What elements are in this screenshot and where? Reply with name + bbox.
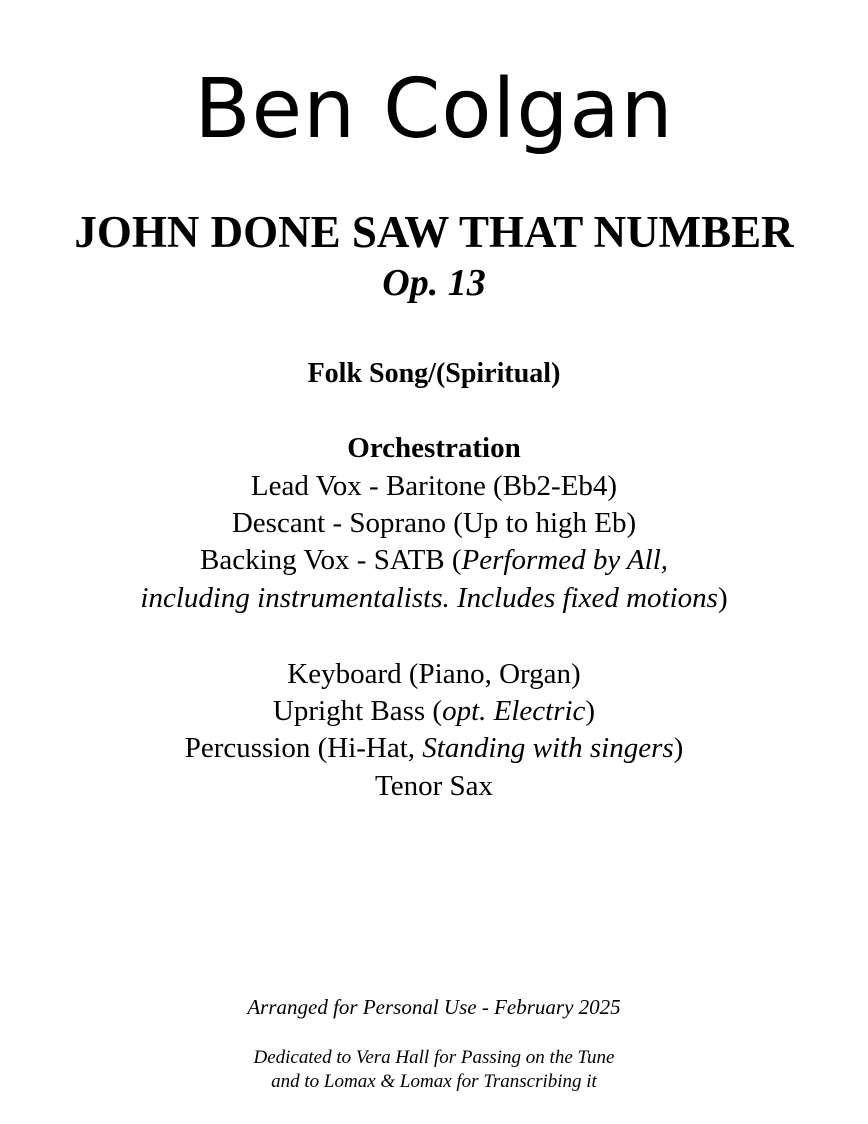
arrangement-note: Arranged for Personal Use - February 2025 (247, 995, 621, 1019)
orchestration-descant: Descant - Soprano (Up to high Eb) (231, 507, 637, 539)
percussion-prefix: Percussion (Hi-Hat, (184, 732, 423, 764)
piece-title: JOHN DONE SAW THAT NUMBER (74, 207, 794, 257)
orchestration-lead-vox: Lead Vox - Baritone (Bb2-Eb4) (250, 470, 618, 502)
backing-vox-suffix: ) (717, 582, 728, 614)
bass-prefix: Upright Bass ( (272, 695, 443, 727)
dedication-line-1: Dedicated to Vera Hall for Passing on the Tune (253, 1047, 615, 1068)
dedication-line-2: and to Lomax & Lomax for Transcribing it (271, 1071, 597, 1092)
orchestration-keyboard: Keyboard (Piano, Organ) (287, 658, 581, 690)
percussion-suffix: ) (673, 732, 684, 764)
genre-label: Folk Song/(Spiritual) (307, 358, 561, 389)
bass-note: opt. Electric (442, 695, 586, 727)
orchestration-bass (0, 693, 868, 730)
orchestration-tenor-sax: Tenor Sax (375, 770, 493, 802)
orchestration-backing-vox-cont (0, 580, 868, 617)
percussion-note: Standing with singers (422, 732, 674, 764)
orchestration-percussion (0, 730, 868, 767)
bass-suffix: ) (585, 695, 596, 727)
backing-vox-prefix: Backing Vox - SATB ( (199, 544, 462, 576)
orchestration-backing-vox (0, 542, 868, 579)
opus-number: Op. 13 (382, 262, 486, 304)
composer-name: Ben Colgan (194, 62, 674, 157)
backing-vox-note-1: Performed by All, (461, 544, 669, 576)
backing-vox-note-2: including instrumentalists. Includes fixed motions (140, 582, 718, 614)
orchestration-heading: Orchestration (347, 432, 521, 464)
